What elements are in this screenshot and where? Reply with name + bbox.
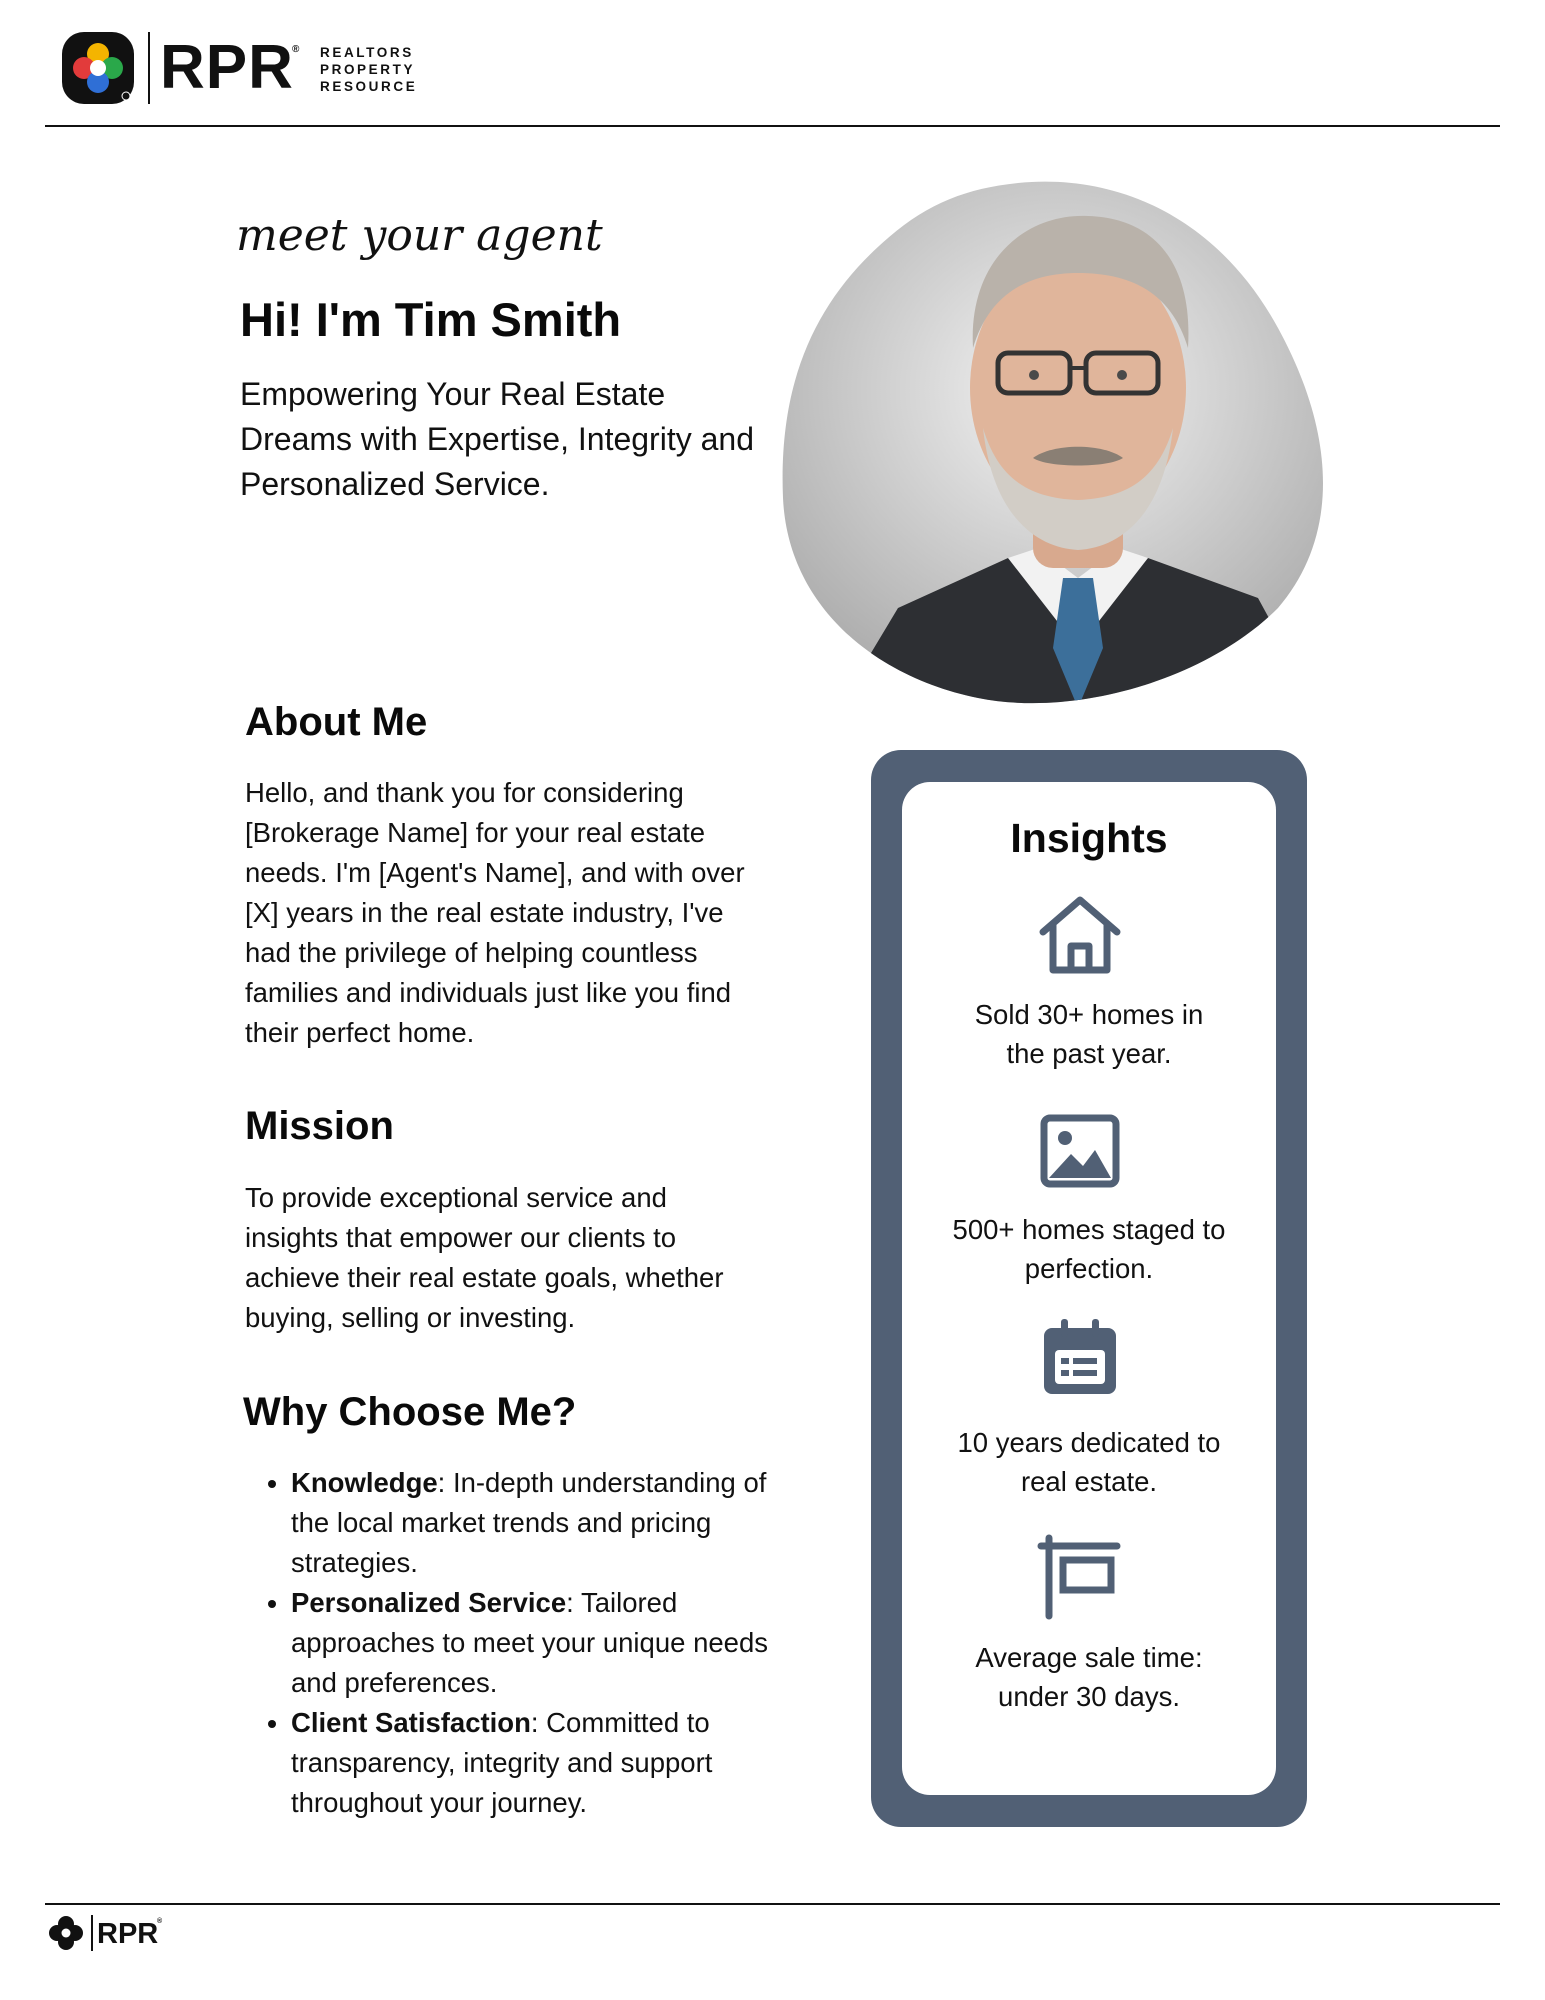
calendar-icon — [1035, 1312, 1125, 1402]
list-item — [291, 1463, 801, 1583]
image-icon — [1035, 1106, 1125, 1196]
sale-sign-icon — [1035, 1532, 1125, 1622]
list-item — [291, 1703, 801, 1823]
why-list — [258, 1463, 801, 1823]
list-item — [291, 1583, 801, 1703]
list-item-term: Personalized Service — [291, 1587, 567, 1618]
insights-title: Insights — [1010, 815, 1168, 861]
script-title: meet your agent — [236, 210, 603, 261]
rpr-footer-logo-icon — [46, 1913, 86, 1953]
why-heading: Why Choose Me? — [243, 1390, 577, 1434]
insight-text-years: 10 years dedicated to real estate. — [957, 1427, 1221, 1497]
logo-divider — [148, 32, 150, 104]
agent-tagline: Empowering Your Real Estate Dreams with Expertise, Integrity and Personalized Service. — [240, 376, 754, 502]
rpr-logo-icon — [60, 30, 136, 106]
house-icon — [1035, 890, 1125, 980]
brand-wordmark: RPR — [160, 33, 294, 102]
about-heading: About Me — [245, 700, 428, 744]
insight-text-sale-time: Average sale time: under 30 days. — [975, 1642, 1203, 1712]
mission-heading: Mission — [245, 1104, 394, 1148]
footer-rule — [45, 1903, 1500, 1905]
agent-name-heading: Hi! I'm Tim Smith — [240, 293, 622, 346]
header-rule — [45, 125, 1500, 127]
brand-tagline: REALTORS PROPERTY RESOURCE — [320, 45, 418, 94]
list-item-desc: : Tailored approaches to meet your unique needs and preferences. — [291, 1587, 768, 1698]
list-item-term: Client Satisfaction — [291, 1707, 531, 1738]
registered-mark: ® — [292, 44, 300, 55]
list-item-desc: : In-depth understanding of the local market trends and pricing strategies. — [291, 1467, 767, 1578]
about-text: Hello, and thank you for considering [Brokerage Name] for your real estate needs. I'm [Agent's Name], and with over [X] years in the real estate industry, I've had the privilege of helping countless families and individuals just like you find their perfect home. — [245, 777, 745, 1048]
footer-logo-divider — [91, 1915, 93, 1951]
mission-text: To provide exceptional service and insights that empower our clients to achieve their real estate goals, whether buying, selling or investing. — [245, 1182, 724, 1333]
insight-text-homes-staged: 500+ homes staged to perfection. — [952, 1214, 1226, 1284]
list-item-desc: : Committed to transparency, integrity and support throughout your journey. — [291, 1707, 713, 1818]
footer-brand: RPR — [97, 1918, 159, 1950]
agent-photo — [778, 178, 1338, 708]
footer-registered-mark: ® — [157, 1918, 163, 1925]
list-item-term: Knowledge — [291, 1467, 438, 1498]
insight-text-homes-sold: Sold 30+ homes in the past year. — [974, 999, 1204, 1069]
